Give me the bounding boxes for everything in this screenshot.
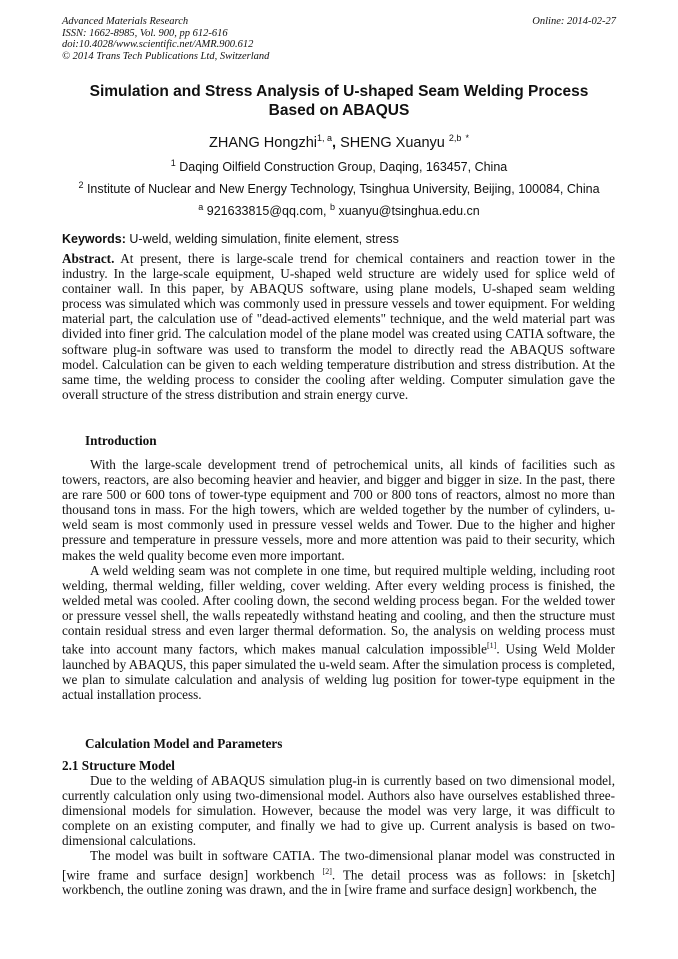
citation-2[interactable]: [2]	[322, 866, 332, 876]
keywords-label: Keywords:	[62, 232, 126, 246]
email-a-mark: a	[198, 202, 204, 212]
affiliation-2	[60, 180, 618, 196]
copyright-line: © 2014 Trans Tech Publications Ltd, Switzerland	[62, 50, 270, 62]
author-1: ZHANG Hongzhi	[209, 134, 318, 151]
doi-line: doi:10.4028/www.scientific.net/AMR.900.612	[62, 39, 254, 50]
author-separator: ,	[332, 134, 337, 151]
email-b[interactable]: xuanyu@tsinghua.edu.cn	[334, 204, 480, 219]
intro-paragraph-1: With the large-scale development trend of petrochemical units, all kinds of facilities such as towers, reactors, are also becoming heavier and heavier, and bigger and bigger in size. In the past, there are rare 500 or 600 tons of tower-type equipment and 700 or 800 tons of reactors, almost no more than thousand tons in mass. For the high towers, which are welded together by the number of cylinders, u-weld seam is most commonly used in pressure vessel welds and Tower. Due to the higher and higher pressure and temperature in pressure vessels, more and more attention was paid to their security, which makes the weld quality become even more important.	[62, 457, 615, 563]
abstract-text: At present, there is large-scale trend for chemical containers and reaction tower in the industry. In the large-scale equipment, U-shaped weld structure are widely used for splice weld of container wall. In this paper, by ABAQUS software, using plane models, U-shaped seam welding process was simulated which was commonly used in pressure vessels and tower equipment. For welding material part, the calculation use of "dead-actived elements" technique, and the weld material part was divided into finer grid. The calculation model of the plane model was created using CATIA software, the software plug-in software was used to transform the model to directly read the ABAQUS software model. Calculation can be given to each welding temperature distribution and stress distribution. At the same time, the welding process to consider the cooling after welding. Computer simulation gave the overall structure of the stress distribution and strain energy curve.	[62, 251, 615, 402]
citation-1[interactable]: [1]	[487, 641, 497, 651]
calc-paragraph-1: Due to the welding of ABAQUS simulation plug-in is currently based on two dimensional model, currently calculation only using two-dimensional model. Authors also have ourselves established three-dimensional models for simulation. However, because the model was very large, it was difficult to complete on an existing computer, and finally we had to give up. Current analysis is based on two-dimensional calculations.	[62, 773, 615, 849]
calc-heading: Calculation Model and Parameters	[85, 736, 283, 751]
keywords-text: U-weld, welding simulation, finite element, stress	[125, 232, 399, 246]
author-line	[60, 133, 618, 151]
title-line-2: Based on ABAQUS	[268, 102, 410, 119]
author-2-affil: 2,b	[448, 133, 462, 143]
intro-paragraph-2	[62, 563, 615, 702]
calc-paragraph-2-text-b: . The detail process was as follows: in [sketch] workbench, the outline zoning was drawn, and the in [wire frame and surface design] workbench, the	[62, 866, 615, 898]
calc-body	[62, 773, 615, 897]
affiliation-2-number: 2	[78, 180, 84, 190]
title-line-1: Simulation and Stress Analysis of U-shaped Seam Welding Process	[89, 83, 589, 100]
affiliation-1	[60, 158, 618, 174]
affiliation-1-number: 1	[170, 158, 176, 168]
corresponding-mark: *	[465, 133, 469, 143]
paper-title	[60, 82, 618, 120]
email-b-mark: b	[329, 202, 335, 212]
calc-paragraph-2-text-a: The model was built in software CATIA. The two-dimensional planar model was constructed in [wire frame and surface design] workbench	[62, 848, 615, 882]
issn-line: ISSN: 1662-8985, Vol. 900, pp 612-616	[62, 27, 228, 39]
intro-paragraph-2-text-a: A weld welding seam was not complete in one time, but required multiple welding, including root welding, thermal welding, filler welding, cover welding. After every welding process is finished, the welded metal was cooled. After cooling down, the second welding process began. For the welded tower or pressure vessel shell, the walls repeatedly withstand heating and cooling, and then the structure must contain residual stress and even larger thermal deformation. So, the analysis on welding process must take into account many factors, which makes manual calculation impossible	[62, 562, 615, 657]
structure-model-subheading: 2.1 Structure Model	[62, 758, 175, 773]
author-1-affil: 1, a	[317, 133, 333, 143]
introduction-heading: Introduction	[85, 433, 157, 448]
online-date: Online: 2014-02-27	[532, 16, 616, 27]
affiliation-1-text: Daqing Oilfield Construction Group, Daqing, 163457, China	[175, 160, 508, 175]
intro-paragraph-2-text-b: . Using Weld Molder launched by ABAQUS, this paper simulated the u-weld seam. After the simulation process is completed, we plan to simulate calculation and analysis of welding lug position for tower-type equipment in the actual installation process.	[62, 641, 615, 702]
email-line	[60, 202, 618, 218]
email-a[interactable]: 921633815@qq.com,	[203, 204, 330, 219]
affiliation-2-text: Institute of Nuclear and New Energy Technology, Tsinghua University, Beijing, 100084, China	[83, 182, 600, 197]
introduction-body	[62, 457, 615, 702]
author-2: SHENG Xuanyu	[336, 134, 449, 151]
journal-name: Advanced Materials Research	[62, 16, 189, 27]
abstract	[62, 251, 615, 402]
abstract-label: Abstract.	[62, 251, 115, 266]
keywords	[62, 232, 617, 246]
journal-header	[62, 16, 269, 62]
calc-paragraph-2	[62, 848, 615, 897]
